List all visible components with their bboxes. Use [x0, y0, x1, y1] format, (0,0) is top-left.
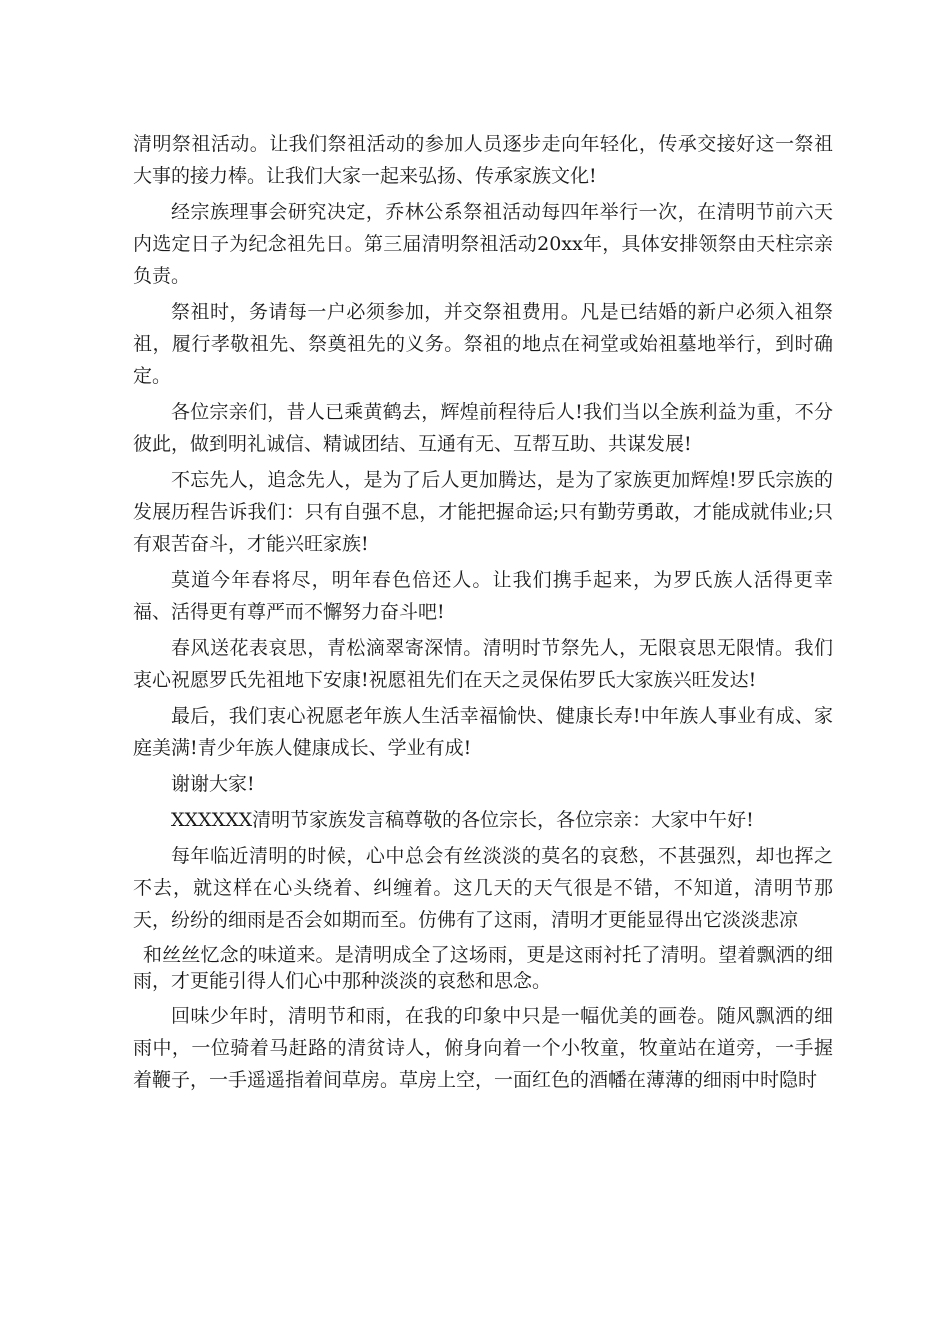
paragraph-5: 不忘先人，追念先人，是为了后人更加腾达，是为了家族更加辉煌!罗氏宗族的发展历程告诉我们：只有自强不息，才能把握命运;只有勤劳勇敢，才能成就伟业;只有艰苦奋斗，才能兴旺家族! [133, 469, 833, 555]
paragraph-6: 莫道今年春将尽，明年春色倍还人。让我们携手起来，为罗氏族人活得更幸福、活得更有尊严而不懈努力奋斗吧! [133, 569, 833, 623]
document-body [133, 128, 833, 1100]
paragraph-10: XXXXXX清明节家族发言稿尊敬的各位宗长，各位宗亲：大家中午好! [171, 809, 754, 831]
paragraph-2: 经宗族理事会研究决定，乔林公系祭祖活动每四年举行一次，在清明节前六天内选定日子为纪念祖先日。第三届清明祭祖活动20xx年，具体安排领祭由天柱宗亲负责。 [133, 201, 833, 287]
paragraph-12 [133, 942, 833, 994]
paragraph-3: 祭祖时，务请每一户必须参加，并交祭祖费用。凡是已结婚的新户必须入祖祭祖，履行孝敬祖先、祭奠祖先的义务。祭祖的地点在祠堂或始祖墓地举行，到时确定。 [133, 301, 833, 387]
paragraph-4: 各位宗亲们，昔人已乘黄鹤去，辉煌前程待后人!我们当以全族利益为重，不分彼此，做到明礼诚信、精诚团结、互通有无、互帮互助、共谋发展! [133, 401, 833, 455]
paragraph-13: 回味少年时，清明节和雨，在我的印象中只是一幅优美的画卷。随风飘洒的细雨中，一位骑着马赶路的清贫诗人，俯身向着一个小牧童，牧童站在道旁，一手握着鞭子，一手遥遥指着间草房。草房上空，一面红色的酒幡在薄薄的细雨中时隐时 [133, 1005, 833, 1091]
paragraph-7: 春风送花表哀思，青松滴翠寄深情。清明时节祭先人，无限哀思无限情。我们衷心祝愿罗氏先祖地下安康!祝愿祖先们在天之灵保佑罗氏大家族兴旺发达! [133, 637, 833, 691]
paragraph-8: 最后，我们衷心祝愿老年族人生活幸福愉快、健康长寿!中年族人事业有成、家庭美满!青少年族人健康成长、学业有成! [133, 705, 833, 759]
paragraph-1: 清明祭祖活动。让我们祭祖活动的参加人员逐步走向年轻化，传承交接好这一祭祖大事的接力棒。让我们大家一起来弘扬、传承家族文化! [133, 133, 833, 187]
paragraph-12-text: 和丝丝忆念的味道来。是清明成全了这场雨，更是这雨衬托了清明。望着飘洒的细雨，才更能引得人们心中那种淡淡的哀愁和思念。 [133, 944, 833, 992]
paragraph-9: 谢谢大家! [171, 773, 255, 795]
paragraph-11: 每年临近清明的时候，心中总会有丝淡淡的莫名的哀愁，不甚强烈，却也挥之不去，就这样在心头绕着、纠缠着。这几天的天气很是不错，不知道，清明节那天，纷纷的细雨是否会如期而至。仿佛有了这雨，清明才更能显得出它淡淡悲凉 [133, 845, 833, 931]
